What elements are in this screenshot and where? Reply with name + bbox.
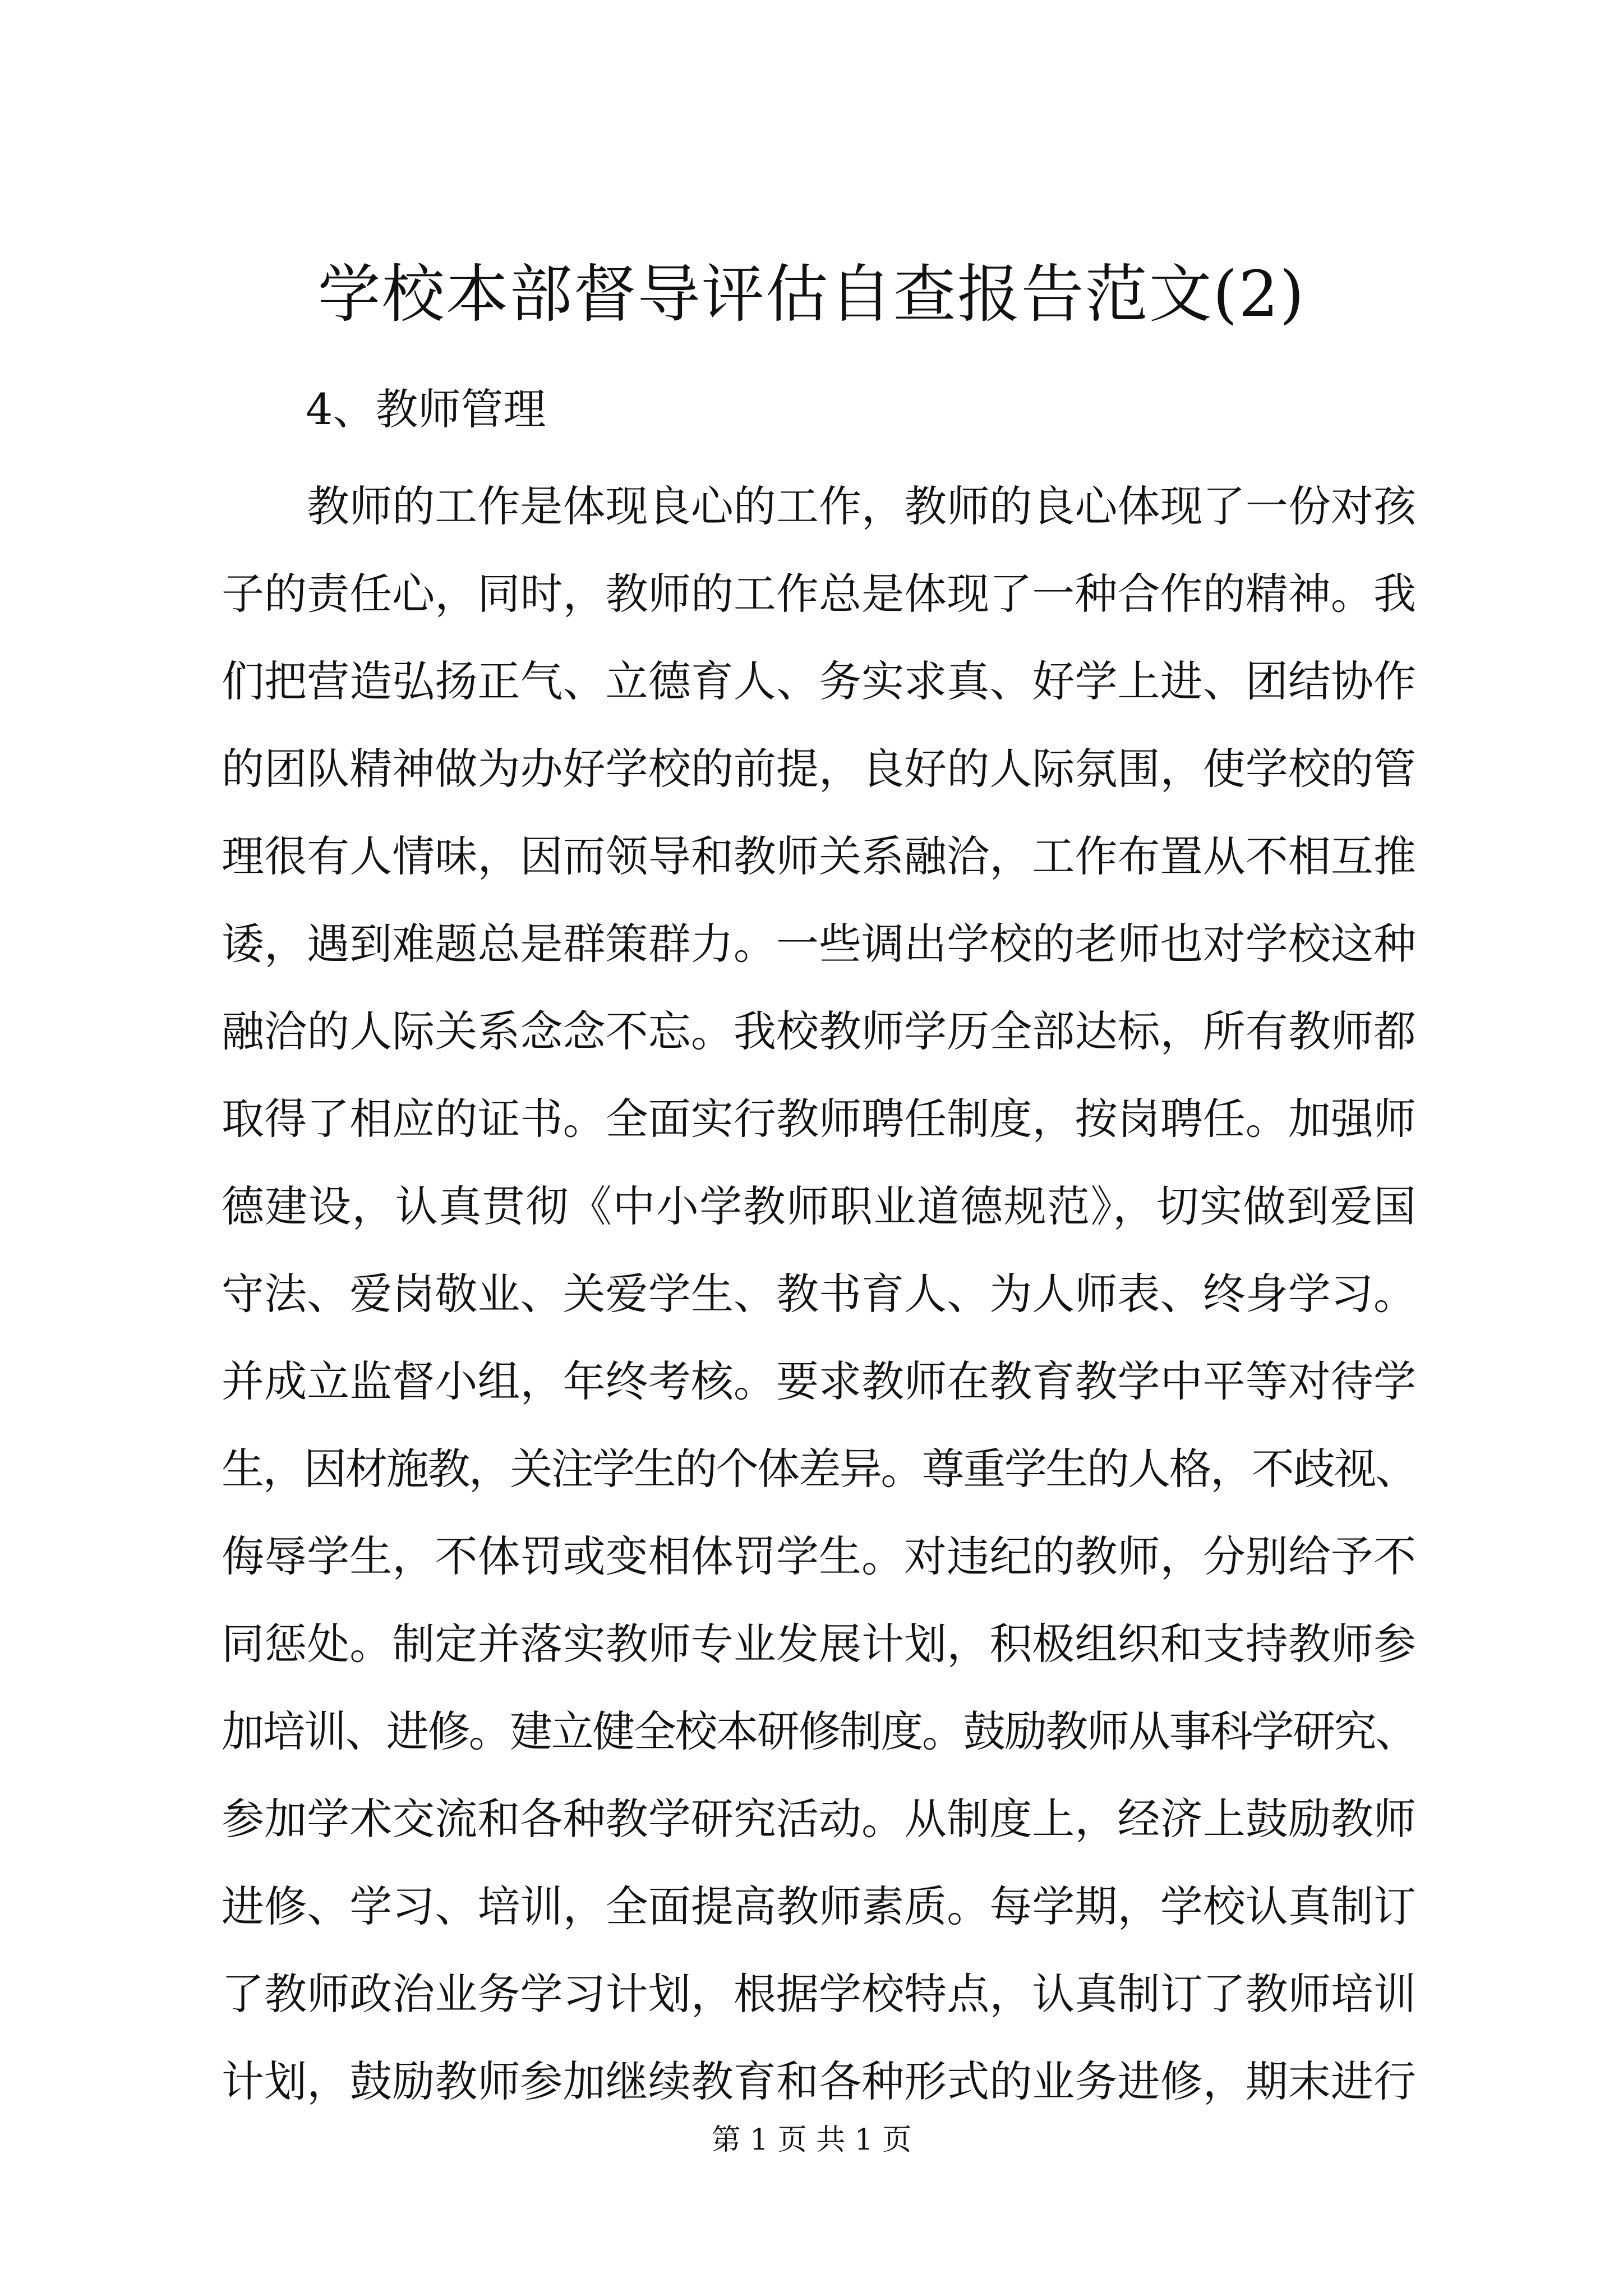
body-line: 侮辱学生，不体罚或变相体罚学生。对违纪的教师，分别给予不	[222, 1531, 1416, 1581]
body-line: 教师的工作是体现良心的工作，教师的良心体现了一份对孩	[307, 481, 1416, 531]
body-line: 计划，鼓励教师参加继续教育和各种形式的业务进修，期末进行	[222, 2056, 1416, 2106]
body-line: 参加学术交流和各种教学研究活动。从制度上，经济上鼓励教师	[222, 1794, 1416, 1844]
body-paragraph	[222, 463, 1416, 2125]
page-footer: 第 1 页 共 1 页	[711, 2123, 912, 2157]
body-line: 们把营造弘扬正气、立德育人、务实求真、好学上进、团结协作	[222, 656, 1416, 706]
body-line: 理很有人情味，因而领导和教师关系融洽，工作布置从不相互推	[222, 831, 1416, 881]
body-line: 德建设，认真贯彻《中小学教师职业道德规范》，切实做到爱国	[222, 1181, 1416, 1231]
body-line: 加培训、进修。建立健全校本研修制度。鼓励教师从事科学研究、	[222, 1706, 1416, 1756]
section-heading: 4、教师管理	[306, 384, 546, 434]
body-line: 子的责任心，同时，教师的工作总是体现了一种合作的精神。我	[222, 569, 1416, 619]
body-line: 守法、爱岗敬业、关爱学生、教书育人、为人师表、终身学习。	[222, 1269, 1416, 1319]
body-line: 取得了相应的证书。全面实行教师聘任制度，按岗聘任。加强师	[222, 1094, 1416, 1144]
body-line: 同惩处。制定并落实教师专业发展计划，积极组织和支持教师参	[222, 1619, 1416, 1669]
document-title: 学校本部督导评估自查报告范文(2)	[317, 258, 1306, 331]
body-line: 生，因材施教，关注学生的个体差异。尊重学生的人格，不歧视、	[222, 1444, 1416, 1494]
body-line: 诿，遇到难题总是群策群力。一些调出学校的老师也对学校这种	[222, 919, 1416, 969]
body-line: 了教师政治业务学习计划，根据学校特点，认真制订了教师培训	[222, 1969, 1416, 2019]
body-line: 的团队精神做为办好学校的前提，良好的人际氛围，使学校的管	[222, 744, 1416, 794]
body-line: 融洽的人际关系念念不忘。我校教师学历全部达标，所有教师都	[222, 1006, 1416, 1056]
body-line: 进修、学习、培训，全面提高教师素质。每学期，学校认真制订	[222, 1881, 1416, 1931]
body-line: 并成立监督小组，年终考核。要求教师在教育教学中平等对待学	[222, 1356, 1416, 1406]
